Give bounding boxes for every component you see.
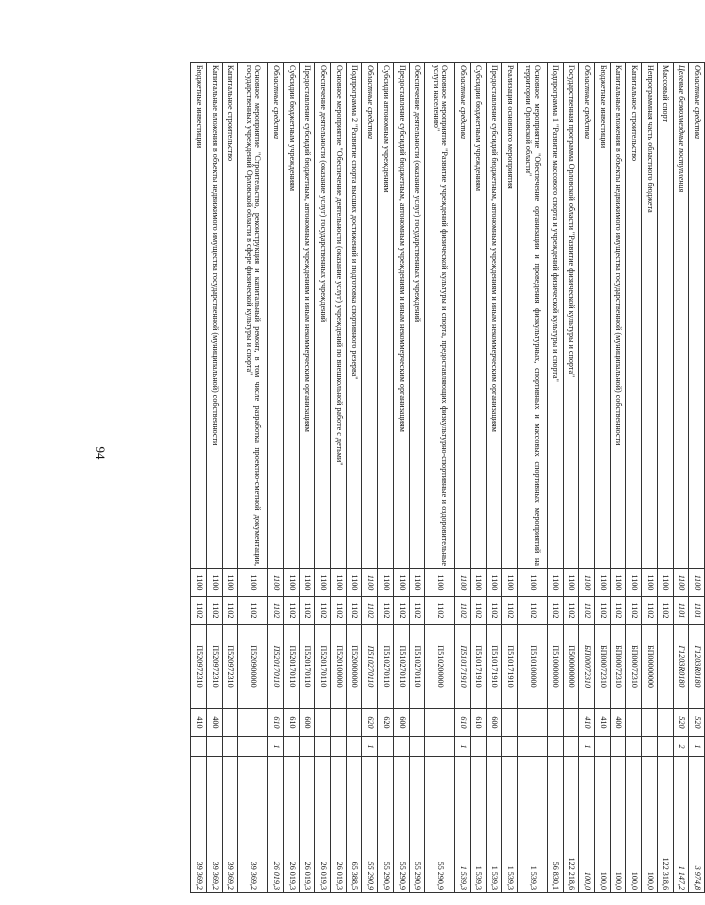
expense-type-cell: [657, 709, 673, 737]
amount-cell: 26 019,3: [331, 757, 347, 893]
funding-code-cell: 1: [362, 737, 378, 757]
subsection-code-cell: 1102: [579, 597, 595, 625]
subsection-code-cell: 1102: [331, 597, 347, 625]
funding-code-cell: [238, 737, 268, 757]
target-article-cell: П510000000: [547, 625, 563, 709]
subsection-code-cell: 1102: [486, 597, 502, 625]
section-code-cell: 1100: [657, 569, 673, 597]
target-article-cell: П510270110: [378, 625, 394, 709]
funding-code-cell: [283, 737, 299, 757]
expense-type-cell: 410: [579, 709, 595, 737]
amount-cell: 1 539,3: [455, 757, 471, 893]
expense-type-cell: [626, 709, 642, 737]
row-name-cell: Основное мероприятие "Строительство, реконструкция и капитальный ремонт, в том числе разработка проектно-сметной документации, государственных учреждений Орловской области в сфере физической культуры и спорта": [238, 63, 268, 569]
expense-type-cell: [425, 709, 455, 737]
subsection-code-cell: 1102: [268, 597, 284, 625]
target-article-cell: П520170110: [315, 625, 331, 709]
amount-cell: 1 539,3: [518, 757, 548, 893]
row-name-cell: Бюджетные инвестиции: [191, 63, 207, 569]
expense-type-cell: [563, 709, 579, 737]
amount-cell: 55 290,9: [425, 757, 455, 893]
target-article-cell: П510100000: [518, 625, 548, 709]
expense-type-cell: 520: [689, 709, 705, 737]
target-article-cell: П520000000: [346, 625, 362, 709]
expense-type-cell: 600: [486, 709, 502, 737]
table-row: [642, 63, 658, 893]
funding-code-cell: [657, 737, 673, 757]
funding-code-cell: [642, 737, 658, 757]
target-article-cell: П510171910: [502, 625, 518, 709]
amount-cell: 55 290,9: [362, 757, 378, 893]
table-row: [283, 63, 299, 893]
amount-cell: 39 369,2: [191, 757, 207, 893]
expense-type-cell: [502, 709, 518, 737]
table-row: [362, 63, 378, 893]
target-article-cell: П520100000: [331, 625, 347, 709]
funding-code-cell: 1: [689, 737, 705, 757]
table-row: [331, 63, 347, 893]
expense-type-cell: [642, 709, 658, 737]
subsection-code-cell: 1102: [283, 597, 299, 625]
table-row: [191, 63, 207, 893]
expense-type-cell: [547, 709, 563, 737]
target-article-cell: БП00072310: [579, 625, 595, 709]
subsection-code-cell: 1102: [315, 597, 331, 625]
table-row: [222, 63, 238, 893]
subsection-code-cell: 1102: [610, 597, 626, 625]
funding-code-cell: [547, 737, 563, 757]
table-row: [626, 63, 642, 893]
target-article-cell: П520170110: [268, 625, 284, 709]
section-code-cell: 1100: [409, 569, 425, 597]
table-row: [547, 63, 563, 893]
row-name-cell: Предоставление субсидий бюджетным, автономным учреждениям и иным некоммерческим организациям: [299, 63, 315, 569]
row-name-cell: Областные средства: [455, 63, 471, 569]
expense-type-cell: 600: [299, 709, 315, 737]
row-name-cell: Массовый спорт: [657, 63, 673, 569]
table-row: [689, 63, 705, 893]
row-name-cell: Целевые безвозмездные поступления: [673, 63, 689, 569]
amount-cell: 56 830,1: [547, 757, 563, 893]
target-article-cell: [657, 625, 673, 709]
target-article-cell: П510270110: [393, 625, 409, 709]
amount-cell: 1 539,3: [486, 757, 502, 893]
target-article-cell: П510171910: [470, 625, 486, 709]
expense-type-cell: 400: [206, 709, 222, 737]
funding-code-cell: [470, 737, 486, 757]
subsection-code-cell: 1102: [346, 597, 362, 625]
subsection-code-cell: 1102: [455, 597, 471, 625]
row-name-cell: Основное мероприятие "Обеспечение деятельности (оказание услуг) учреждений по внешкольной работе с детьми": [331, 63, 347, 569]
target-article-cell: П520972310: [222, 625, 238, 709]
expense-type-cell: 520: [673, 709, 689, 737]
expense-type-cell: [238, 709, 268, 737]
subsection-code-cell: 1102: [642, 597, 658, 625]
expense-type-cell: 410: [594, 709, 610, 737]
subsection-code-cell: 1102: [594, 597, 610, 625]
funding-code-cell: 1: [455, 737, 471, 757]
table-row: [346, 63, 362, 893]
expense-type-cell: 410: [191, 709, 207, 737]
subsection-code-cell: 1101: [689, 597, 705, 625]
section-code-cell: 1100: [206, 569, 222, 597]
section-code-cell: 1100: [470, 569, 486, 597]
amount-cell: 100,0: [579, 757, 595, 893]
amount-cell: 1 147,2: [673, 757, 689, 893]
expense-type-cell: 620: [378, 709, 394, 737]
amount-cell: 26 019,3: [268, 757, 284, 893]
row-name-cell: Обеспечение деятельности (оказание услуг) государственных учреждений: [409, 63, 425, 569]
expense-type-cell: 610: [455, 709, 471, 737]
funding-code-cell: 1: [268, 737, 284, 757]
table-row: [238, 63, 268, 893]
row-name-cell: Субсидии автономным учреждениям: [378, 63, 394, 569]
subsection-code-cell: 1102: [238, 597, 268, 625]
expense-type-cell: [315, 709, 331, 737]
table-row: [502, 63, 518, 893]
expense-type-cell: 620: [362, 709, 378, 737]
funding-code-cell: [393, 737, 409, 757]
funding-code-cell: [502, 737, 518, 757]
target-article-cell: П510270110: [409, 625, 425, 709]
subsection-code-cell: 1102: [502, 597, 518, 625]
target-article-cell: П520972310: [191, 625, 207, 709]
section-code-cell: 1100: [283, 569, 299, 597]
target-article-cell: П510171910: [486, 625, 502, 709]
table-row: [673, 63, 689, 893]
amount-cell: 39 369,2: [206, 757, 222, 893]
funding-code-cell: [594, 737, 610, 757]
table-row: [378, 63, 394, 893]
table-row: [518, 63, 548, 893]
subsection-code-cell: 1102: [393, 597, 409, 625]
section-code-cell: 1100: [594, 569, 610, 597]
expense-type-cell: 600: [393, 709, 409, 737]
funding-code-cell: [378, 737, 394, 757]
table-row: [470, 63, 486, 893]
section-code-cell: 1100: [315, 569, 331, 597]
amount-cell: 122 318,6: [657, 757, 673, 893]
amount-cell: 100,0: [642, 757, 658, 893]
target-article-cell: П520900000: [238, 625, 268, 709]
table-row: [563, 63, 579, 893]
table-row: [579, 63, 595, 893]
row-name-cell: Основное мероприятие "Развитие учреждений физической культуры и спорта, предоставляющих физкультурно-спортивные и оздоровительные услуги населению": [425, 63, 455, 569]
expense-type-cell: 610: [283, 709, 299, 737]
section-code-cell: 1100: [518, 569, 548, 597]
row-name-cell: Основное мероприятие "Обеспечение организации и проведения физкультурных, спортивных и массовых спортивных мероприятий на территории Орловской области": [518, 63, 548, 569]
row-name-cell: Предоставление субсидий бюджетным, автономным учреждениям и иным некоммерческим организациям: [393, 63, 409, 569]
target-article-cell: БП00000000: [642, 625, 658, 709]
target-article-cell: П520170110: [283, 625, 299, 709]
section-code-cell: 1100: [299, 569, 315, 597]
funding-code-cell: [299, 737, 315, 757]
row-name-cell: Субсидии бюджетным учреждениям: [470, 63, 486, 569]
section-code-cell: 1100: [610, 569, 626, 597]
amount-cell: 1 539,3: [502, 757, 518, 893]
subsection-code-cell: 1102: [222, 597, 238, 625]
funding-code-cell: [486, 737, 502, 757]
target-article-cell: П500000000: [563, 625, 579, 709]
page-number: 94: [93, 446, 108, 460]
amount-cell: 39 369,2: [238, 757, 268, 893]
section-code-cell: 1100: [362, 569, 378, 597]
table-row: [268, 63, 284, 893]
row-name-cell: Областные средства: [689, 63, 705, 569]
target-article-cell: П520170110: [299, 625, 315, 709]
amount-cell: 26 019,3: [299, 757, 315, 893]
funding-code-cell: [626, 737, 642, 757]
section-code-cell: 1100: [238, 569, 268, 597]
subsection-code-cell: 1102: [425, 597, 455, 625]
target-article-cell: П510171910: [455, 625, 471, 709]
section-code-cell: 1100: [642, 569, 658, 597]
row-name-cell: Непрограммная часть областного бюджета: [642, 63, 658, 569]
target-article-cell: П510270110: [362, 625, 378, 709]
funding-code-cell: [331, 737, 347, 757]
table-row: [206, 63, 222, 893]
amount-cell: 26 019,3: [283, 757, 299, 893]
funding-code-cell: [610, 737, 626, 757]
subsection-code-cell: 1102: [518, 597, 548, 625]
amount-cell: 3 974,8: [689, 757, 705, 893]
funding-code-cell: [191, 737, 207, 757]
subsection-code-cell: 1102: [547, 597, 563, 625]
table-row: [455, 63, 471, 893]
table-row: [425, 63, 455, 893]
funding-code-cell: [409, 737, 425, 757]
subsection-code-cell: 1102: [378, 597, 394, 625]
subsection-code-cell: 1101: [673, 597, 689, 625]
expense-type-cell: 610: [470, 709, 486, 737]
subsection-code-cell: 1102: [626, 597, 642, 625]
section-code-cell: 1100: [331, 569, 347, 597]
amount-cell: 26 019,3: [315, 757, 331, 893]
subsection-code-cell: 1102: [206, 597, 222, 625]
row-name-cell: Капитальные вложения в объекты недвижимого имущества государственной (муниципальной) собственности: [610, 63, 626, 569]
expense-type-cell: 610: [268, 709, 284, 737]
section-code-cell: 1100: [563, 569, 579, 597]
section-code-cell: 1100: [393, 569, 409, 597]
section-code-cell: 1100: [425, 569, 455, 597]
amount-cell: 100,0: [626, 757, 642, 893]
section-code-cell: 1100: [486, 569, 502, 597]
amount-cell: 100,0: [594, 757, 610, 893]
expense-type-cell: [409, 709, 425, 737]
amount-cell: 1 539,3: [470, 757, 486, 893]
table-row: [610, 63, 626, 893]
row-name-cell: Реализация основного мероприятия: [502, 63, 518, 569]
section-code-cell: 1100: [673, 569, 689, 597]
funding-code-cell: 1: [579, 737, 595, 757]
table-row: [393, 63, 409, 893]
amount-cell: 55 290,9: [409, 757, 425, 893]
funding-code-cell: [563, 737, 579, 757]
subsection-code-cell: 1102: [657, 597, 673, 625]
row-name-cell: Бюджетные инвестиции: [594, 63, 610, 569]
target-article-cell: БП00072310: [626, 625, 642, 709]
expense-type-cell: 400: [610, 709, 626, 737]
row-name-cell: Областные средства: [362, 63, 378, 569]
section-code-cell: 1100: [547, 569, 563, 597]
subsection-code-cell: 1102: [409, 597, 425, 625]
section-code-cell: 1100: [455, 569, 471, 597]
target-article-cell: БП00072310: [594, 625, 610, 709]
section-code-cell: 1100: [346, 569, 362, 597]
section-code-cell: 1100: [191, 569, 207, 597]
amount-cell: 122 218,6: [563, 757, 579, 893]
target-article-cell: БП00072310: [610, 625, 626, 709]
section-code-cell: 1100: [268, 569, 284, 597]
funding-code-cell: [518, 737, 548, 757]
funding-code-cell: [315, 737, 331, 757]
amount-cell: 39 369,2: [222, 757, 238, 893]
subsection-code-cell: 1102: [299, 597, 315, 625]
table-row: [594, 63, 610, 893]
row-name-cell: Капитальное строительство: [222, 63, 238, 569]
target-article-cell: П510200000: [425, 625, 455, 709]
row-name-cell: Обеспечение деятельности (оказание услуг) государственных учреждений: [315, 63, 331, 569]
expense-type-cell: [346, 709, 362, 737]
funding-code-cell: [206, 737, 222, 757]
table-row: [409, 63, 425, 893]
row-name-cell: Областные средства: [579, 63, 595, 569]
subsection-code-cell: 1102: [563, 597, 579, 625]
row-name-cell: Подпрограмма 1 "Развитие массового спорта и учреждений физической культуры и спорта": [547, 63, 563, 569]
funding-code-cell: [346, 737, 362, 757]
section-code-cell: 1100: [579, 569, 595, 597]
row-name-cell: Капитальное строительство: [626, 63, 642, 569]
table-row: [657, 63, 673, 893]
section-code-cell: 1100: [689, 569, 705, 597]
subsection-code-cell: 1102: [470, 597, 486, 625]
section-code-cell: 1100: [502, 569, 518, 597]
row-name-cell: Областные средства: [268, 63, 284, 569]
budget-table-wrapper: [190, 62, 705, 892]
row-name-cell: Субсидии бюджетным учреждениям: [283, 63, 299, 569]
expense-type-cell: [222, 709, 238, 737]
target-article-cell: Г1203R0180: [673, 625, 689, 709]
section-code-cell: 1100: [222, 569, 238, 597]
row-name-cell: Капитальные вложения в объекты недвижимого имущества государственной (муниципальной) собственности: [206, 63, 222, 569]
row-name-cell: Государственная программа Орловской области "Развитие физической культуры и спорта": [563, 63, 579, 569]
target-article-cell: Г1203R0180: [689, 625, 705, 709]
subsection-code-cell: 1102: [191, 597, 207, 625]
funding-code-cell: [425, 737, 455, 757]
amount-cell: 65 388,5: [346, 757, 362, 893]
row-name-cell: Подпрограмма 2 "Развитие спорта высших достижений и подготовка спортивного резерва": [346, 63, 362, 569]
row-name-cell: Предоставление субсидий бюджетным, автономным учреждениям и иным некоммерческим организациям: [486, 63, 502, 569]
table-row: [299, 63, 315, 893]
amount-cell: 100,0: [610, 757, 626, 893]
funding-code-cell: [222, 737, 238, 757]
section-code-cell: 1100: [626, 569, 642, 597]
amount-cell: 55 290,9: [378, 757, 394, 893]
subsection-code-cell: 1102: [362, 597, 378, 625]
table-row: [486, 63, 502, 893]
budget-table-body: [191, 63, 705, 893]
expense-type-cell: [331, 709, 347, 737]
target-article-cell: П520972310: [206, 625, 222, 709]
funding-code-cell: 2: [673, 737, 689, 757]
expense-type-cell: [518, 709, 548, 737]
table-row: [315, 63, 331, 893]
section-code-cell: 1100: [378, 569, 394, 597]
amount-cell: 55 290,9: [393, 757, 409, 893]
budget-table: [190, 62, 705, 893]
